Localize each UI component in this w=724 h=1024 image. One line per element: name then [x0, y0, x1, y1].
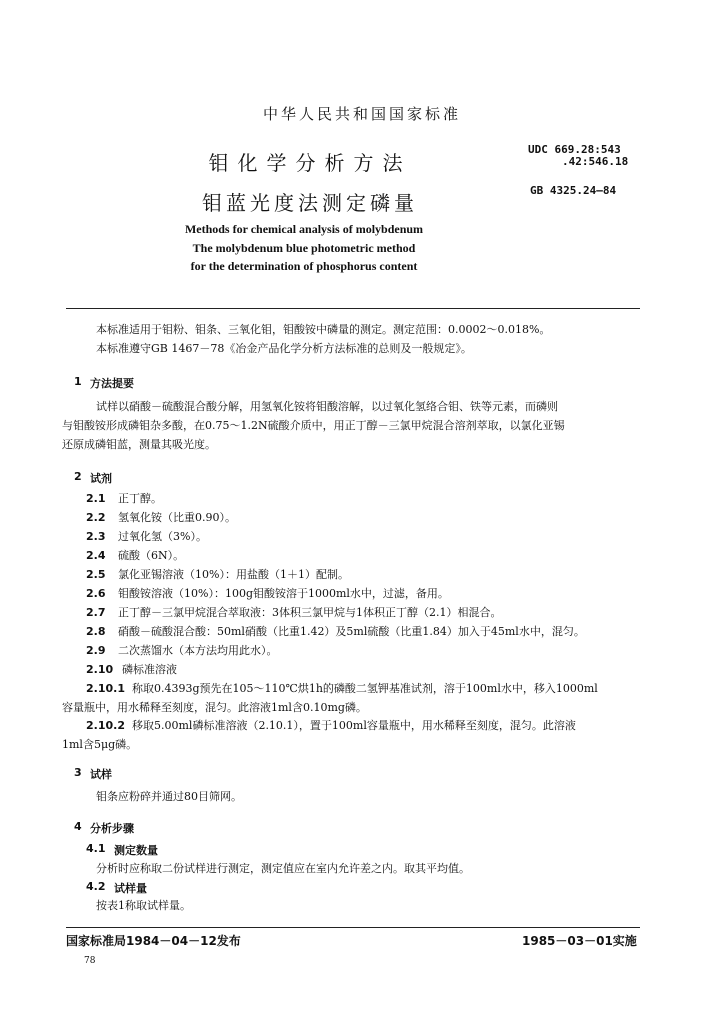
- reagent-item-number: 2.6: [86, 587, 106, 600]
- national-standard-heading: 中华人民共和国国家标准: [262, 105, 461, 123]
- reagent-item-number: 2.7: [86, 606, 106, 619]
- subitem-2-10-1-number: 2.10.1: [86, 682, 125, 695]
- subitem-2-10-1-line1: 称取0.4393g预先在105～110℃烘1h的磷酸二氢钾基准试剂，溶于100ml水中，移入1000ml: [132, 682, 598, 695]
- reagent-item-text: 硝酸－硫酸混合酸：50ml硝酸（比重1.42）及5ml硫酸（比重1.84）加入于45ml水中，混匀。: [118, 625, 585, 638]
- reagent-item-text: 硫酸（6N）。: [118, 549, 185, 562]
- page-number: 78: [84, 956, 96, 966]
- section-3-text: 钼条应粉碎并通过80目筛网。: [96, 790, 242, 803]
- reagent-item-text: 磷标准溶液: [122, 663, 177, 676]
- section-4-title: 分析步骤: [90, 822, 134, 835]
- reagent-item-number: 2.10: [86, 663, 114, 676]
- effective-date: 1985－03－01实施: [522, 934, 637, 948]
- section-1-text-line2: 与钼酸铵形成磷钼杂多酸，在0.75～1.2N硫酸介质中，用正丁醇－三氯甲烷混合溶剂萃取，以氯化亚锡: [62, 419, 565, 432]
- reagent-item-number: 2.5: [86, 568, 106, 581]
- reagent-item-text: 正丁醇－三氯甲烷混合萃取液：3体积三氯甲烷与1体积正丁醇（2.1）相混合。: [118, 606, 502, 619]
- section-3-title: 试样: [90, 768, 112, 781]
- subsection-4-1-text: 分析时应称取二份试样进行测定，测定值应在室内允许差之内。取其平均值。: [96, 862, 470, 875]
- reagent-item-number: 2.8: [86, 625, 106, 638]
- subitem-2-10-2-line2: 1ml含5μg磷。: [62, 738, 138, 751]
- english-title-line3: for the determination of phosphorus content: [190, 259, 418, 273]
- header-divider: [66, 308, 640, 309]
- reagent-item-text: 正丁醇。: [118, 492, 162, 505]
- section-1-title: 方法提要: [90, 377, 134, 390]
- section-2-title: 试剂: [90, 472, 112, 485]
- reagent-item-number: 2.1: [86, 492, 106, 505]
- issued-date: 国家标准局1984－04－12发布: [66, 934, 241, 948]
- subsection-4-1-title: 测定数量: [114, 844, 158, 857]
- footer-divider: [66, 927, 640, 928]
- subitem-2-10-2-line1: 移取5.00ml磷标准溶液（2.10.1），置于100ml容量瓶中，用水稀释至刻度，混匀。此溶液: [132, 719, 576, 732]
- subsection-4-1-number: 4.1: [86, 842, 106, 855]
- section-1-text-line3: 还原成磷钼蓝，测量其吸光度。: [62, 438, 216, 451]
- reagent-item-number: 2.2: [86, 511, 106, 524]
- subsection-4-2-text: 按表1称取试样量。: [96, 899, 191, 912]
- english-title-line2: The molybdenum blue photometric method: [192, 241, 416, 255]
- gb-standard-number: GB 4325.24—84: [530, 184, 617, 197]
- reagent-item-text: 氢氧化铵（比重0.90）。: [118, 511, 236, 524]
- subitem-2-10-2-number: 2.10.2: [86, 719, 125, 732]
- section-4-number: 4: [74, 820, 82, 833]
- reagent-item-number: 2.4: [86, 549, 106, 562]
- subitem-2-10-1-line2: 容量瓶中，用水稀释至刻度，混匀。此溶液1ml含0.10mg磷。: [62, 701, 367, 714]
- intro-reference-line: 本标准遵守GB 1467－78《冶金产品化学分析方法标准的总则及一般规定》。: [96, 342, 472, 355]
- subsection-4-2-title: 试样量: [114, 882, 147, 895]
- udc-code-line2: .42:546.18: [562, 155, 629, 168]
- reagent-item-text: 二次蒸馏水（本方法均用此水）。: [118, 644, 278, 657]
- reagent-item-text: 过氧化氢（3%）。: [118, 530, 207, 543]
- udc-code-line1: UDC 669.28:543: [528, 143, 621, 156]
- document-title-line2: 钼蓝光度法测定磷量: [202, 191, 418, 215]
- section-3-number: 3: [74, 766, 82, 779]
- document-title-line1: 钼化学分析方法: [208, 151, 412, 175]
- intro-scope-line: 本标准适用于钼粉、钼条、三氧化钼，钼酸铵中磷量的测定。测定范围：0.0002～0.018%。: [96, 323, 551, 336]
- reagent-item-number: 2.3: [86, 530, 106, 543]
- reagent-item-text: 氯化亚锡溶液（10%）：用盐酸（1＋1）配制。: [118, 568, 349, 581]
- section-1-text-line1: 试样以硝酸－硫酸混合酸分解，用氢氧化铵将钼酸溶解，以过氧化氢络合钼、铁等元素，而磷则: [96, 400, 558, 413]
- reagent-item-number: 2.9: [86, 644, 106, 657]
- subsection-4-2-number: 4.2: [86, 880, 106, 893]
- section-2-number: 2: [74, 470, 82, 483]
- english-title-line1: Methods for chemical analysis of molybdenum: [184, 222, 424, 236]
- reagent-item-text: 钼酸铵溶液（10%）：100g钼酸铵溶于1000ml水中，过滤，备用。: [118, 587, 449, 600]
- section-1-number: 1: [74, 375, 82, 388]
